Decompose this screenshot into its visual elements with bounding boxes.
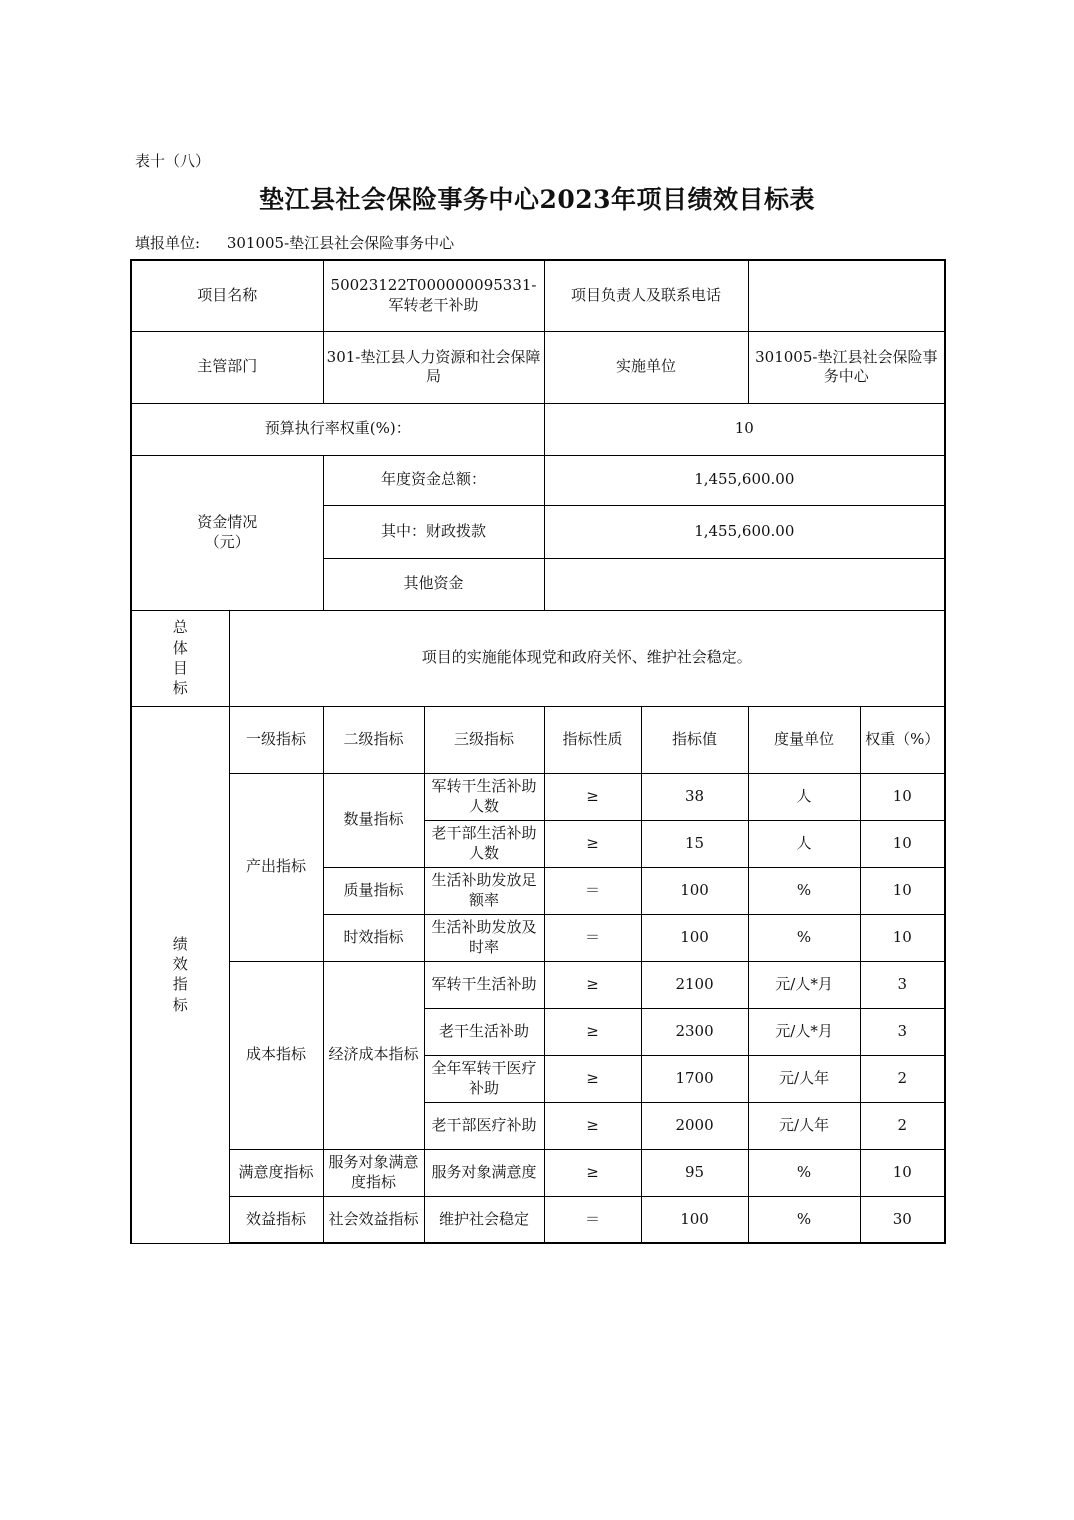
- nature-cell: ≥: [544, 961, 641, 1008]
- table-row: [131, 773, 945, 820]
- filler-unit-label: 填报单位:: [135, 234, 201, 252]
- nature-cell: ≥: [544, 1055, 641, 1102]
- value-cell: 2300: [641, 1008, 748, 1055]
- weight-cell: 2: [860, 1102, 945, 1149]
- performance-target-table: [130, 259, 946, 1244]
- unit-cell: %: [748, 867, 860, 914]
- table-row: [131, 1149, 945, 1196]
- level3-cell: 服务对象满意度: [424, 1149, 544, 1196]
- unit-cell: 元/人年: [748, 1102, 860, 1149]
- unit-cell: 元/人年: [748, 1055, 860, 1102]
- contact-value: [748, 260, 945, 331]
- department-label: 主管部门: [131, 331, 323, 403]
- funds-other-label: 其他资金: [323, 558, 544, 610]
- value-cell: 100: [641, 867, 748, 914]
- unit-cell: 人: [748, 773, 860, 820]
- contact-label: 项目负责人及联系电话: [544, 260, 748, 331]
- value-cell: 15: [641, 820, 748, 867]
- header-level2: 二级指标: [323, 706, 424, 773]
- level1-benefit: 效益指标: [229, 1196, 323, 1243]
- level3-cell: 维护社会稳定: [424, 1196, 544, 1243]
- nature-cell: ≥: [544, 1149, 641, 1196]
- level3-cell: 军转干生活补助人数: [424, 773, 544, 820]
- implementing-unit-label: 实施单位: [544, 331, 748, 403]
- budget-weight-row: [131, 403, 945, 455]
- funds-other-value: [544, 558, 945, 610]
- nature-cell: ≥: [544, 820, 641, 867]
- unit-cell: 元/人*月: [748, 961, 860, 1008]
- value-cell: 38: [641, 773, 748, 820]
- table-number: 表十（八）: [135, 152, 211, 170]
- value-cell: 100: [641, 1196, 748, 1243]
- funds-total-row: [131, 455, 945, 505]
- unit-cell: %: [748, 1149, 860, 1196]
- weight-cell: 2: [860, 1055, 945, 1102]
- level3-cell: 生活补助发放及时率: [424, 914, 544, 961]
- level1-satisfaction: 满意度指标: [229, 1149, 323, 1196]
- level3-cell: 老干生活补助: [424, 1008, 544, 1055]
- overall-goal-row: [131, 610, 945, 706]
- value-cell: 1700: [641, 1055, 748, 1102]
- filler-unit-value: 301005-垫江县社会保险事务中心: [226, 234, 455, 252]
- level2-timeliness: 时效指标: [323, 914, 424, 961]
- unit-cell: 元/人*月: [748, 1008, 860, 1055]
- implementing-unit-value: 301005-垫江县社会保险事务中心: [748, 331, 945, 403]
- nature-cell: ＝: [544, 1196, 641, 1243]
- weight-cell: 3: [860, 961, 945, 1008]
- level2-economic-cost: 经济成本指标: [323, 961, 424, 1149]
- weight-cell: 10: [860, 773, 945, 820]
- nature-cell: ≥: [544, 1102, 641, 1149]
- budget-weight-label: 预算执行率权重(%)：: [131, 403, 544, 455]
- weight-cell: 10: [860, 914, 945, 961]
- project-name-label: 项目名称: [131, 260, 323, 331]
- filler-unit: [135, 232, 454, 253]
- level3-cell: 老干部医疗补助: [424, 1102, 544, 1149]
- overall-goal-text: 项目的实施能体现党和政府关怀、维护社会稳定。: [229, 610, 945, 706]
- unit-cell: %: [748, 914, 860, 961]
- level1-output: 产出指标: [229, 773, 323, 961]
- level3-cell: 生活补助发放足额率: [424, 867, 544, 914]
- funds-total-label: 年度资金总额：: [323, 455, 544, 505]
- unit-cell: 人: [748, 820, 860, 867]
- project-name-row: [131, 260, 945, 331]
- weight-cell: 10: [860, 1149, 945, 1196]
- level2-social-benefit: 社会效益指标: [323, 1196, 424, 1243]
- funds-fiscal-value: 1,455,600.00: [544, 505, 945, 558]
- value-cell: 95: [641, 1149, 748, 1196]
- department-value: 301-垫江县人力资源和社会保障局: [323, 331, 544, 403]
- nature-cell: ＝: [544, 867, 641, 914]
- funds-total-value: 1,455,600.00: [544, 455, 945, 505]
- value-cell: 100: [641, 914, 748, 961]
- funds-fiscal-label: 其中：财政拨款: [323, 505, 544, 558]
- header-unit: 度量单位: [748, 706, 860, 773]
- level3-cell: 军转干生活补助: [424, 961, 544, 1008]
- header-weight: 权重（%）: [860, 706, 945, 773]
- nature-cell: ≥: [544, 1008, 641, 1055]
- nature-cell: ＝: [544, 914, 641, 961]
- indicator-header-row: [131, 706, 945, 773]
- overall-goal-label: 总体目标: [131, 610, 229, 706]
- table-row: [131, 1196, 945, 1243]
- value-cell: 2000: [641, 1102, 748, 1149]
- unit-cell: %: [748, 1196, 860, 1243]
- level3-cell: 老干部生活补助人数: [424, 820, 544, 867]
- table-row: [131, 961, 945, 1008]
- weight-cell: 3: [860, 1008, 945, 1055]
- header-nature: 指标性质: [544, 706, 641, 773]
- level2-quantity: 数量指标: [323, 773, 424, 867]
- funds-label: 资金情况（元）: [131, 455, 323, 610]
- weight-cell: 10: [860, 867, 945, 914]
- nature-cell: ≥: [544, 773, 641, 820]
- weight-cell: 10: [860, 820, 945, 867]
- level3-cell: 全年军转干医疗补助: [424, 1055, 544, 1102]
- page-title: 垫江县社会保险事务中心2023年项目绩效目标表: [258, 185, 816, 214]
- department-row: [131, 331, 945, 403]
- weight-cell: 30: [860, 1196, 945, 1243]
- header-value: 指标值: [641, 706, 748, 773]
- value-cell: 2100: [641, 961, 748, 1008]
- header-level3: 三级指标: [424, 706, 544, 773]
- level1-cost: 成本指标: [229, 961, 323, 1149]
- performance-label: 绩效指标: [131, 706, 229, 1243]
- level2-quality: 质量指标: [323, 867, 424, 914]
- header-level1: 一级指标: [229, 706, 323, 773]
- level2-service-satisfaction: 服务对象满意度指标: [323, 1149, 424, 1196]
- project-name-value: 50023122T000000095331-军转老干补助: [323, 260, 544, 331]
- budget-weight-value: 10: [544, 403, 945, 455]
